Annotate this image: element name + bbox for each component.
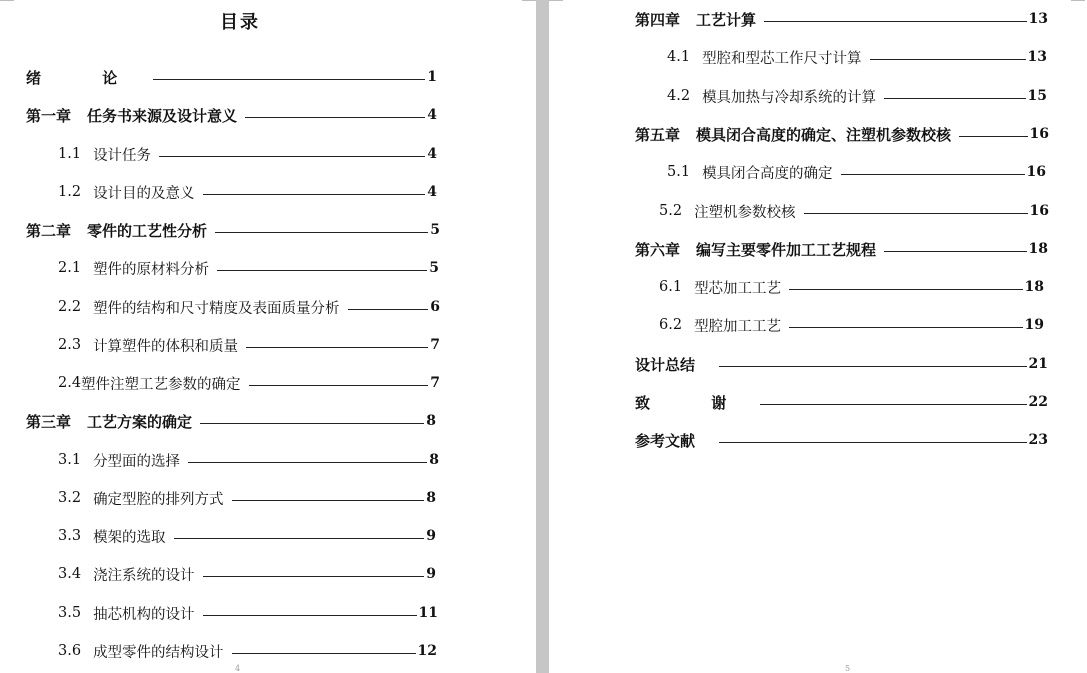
toc-entry-text: 设计总结 — [635, 355, 696, 374]
toc-leader — [246, 347, 428, 348]
toc-entry-4-1[interactable] — [667, 46, 1047, 68]
page-gutter — [536, 0, 549, 673]
toc-page-number: 4 — [427, 107, 437, 123]
toc-page-number: 22 — [1028, 394, 1048, 410]
toc-page-number: 8 — [426, 413, 436, 429]
toc-entry-3-1[interactable] — [58, 449, 439, 471]
toc-page-number: 4 — [427, 184, 437, 200]
toc-entry-2-1[interactable] — [58, 257, 439, 279]
toc-leader — [174, 538, 425, 539]
toc-entry-references[interactable] — [635, 429, 1048, 451]
toc-entry-text: 分型面的选择 — [93, 453, 181, 470]
page-corner-mark — [522, 0, 536, 1]
toc-entry-text: 抽芯机构的设计 — [93, 606, 195, 623]
toc-entry-6-2[interactable] — [659, 314, 1044, 336]
toc-entry-text: 参考文献 — [635, 431, 696, 450]
toc-entry-3-2[interactable] — [58, 487, 436, 509]
toc-entry-text: 工艺计算 — [696, 10, 757, 29]
toc-page-number: 15 — [1027, 88, 1047, 104]
toc-page-number: 23 — [1028, 432, 1048, 448]
page-corner-mark — [0, 0, 14, 1]
toc-entry-text: 模具加热与冷却系统的计算 — [702, 89, 877, 106]
toc-entry-3-4[interactable] — [58, 563, 436, 585]
toc-title: 目录 — [220, 12, 260, 33]
toc-page-number: 5 — [430, 222, 440, 238]
toc-leader — [245, 117, 425, 118]
toc-entry-text: 塑件的原材料分析 — [93, 261, 210, 278]
toc-entry-text: 工艺方案的确定 — [87, 412, 193, 431]
toc-entry-3-6[interactable] — [58, 640, 437, 662]
toc-page-number: 12 — [417, 643, 437, 659]
toc-entry-number: 6.1 — [659, 279, 683, 295]
toc-entry-text: 设计目的及意义 — [93, 185, 195, 202]
toc-entry-number: 1.2 — [58, 184, 82, 200]
toc-entry-number: 4.2 — [667, 88, 691, 104]
toc-page-number: 11 — [418, 605, 438, 621]
toc-leader — [200, 423, 424, 424]
toc-entry-number: 1.1 — [58, 146, 82, 162]
toc-page-number: 21 — [1028, 356, 1048, 372]
toc-page-number: 8 — [429, 452, 439, 468]
page-footer-number: 5 — [845, 664, 851, 673]
toc-page-number: 16 — [1029, 203, 1049, 219]
toc-leader — [789, 289, 1022, 290]
toc-leader — [348, 309, 429, 310]
toc-entry-chapter-4[interactable] — [635, 8, 1048, 30]
toc-entry-text: 模架的选取 — [93, 529, 166, 546]
toc-leader — [959, 136, 1027, 137]
toc-entry-number: 第四章 — [635, 10, 681, 29]
page-footer-number: 4 — [235, 664, 241, 673]
toc-leader — [884, 98, 1025, 99]
toc-page-number: 6 — [430, 299, 440, 315]
toc-entry-2-2[interactable] — [58, 296, 440, 318]
toc-entry-number: 3.2 — [58, 490, 82, 506]
toc-leader — [760, 404, 1026, 405]
toc-leader — [188, 462, 427, 463]
toc-entry-number: 第五章 — [635, 125, 681, 144]
toc-leader — [789, 327, 1022, 328]
toc-entry-text: 塑件的结构和尺寸精度及表面质量分析 — [93, 300, 340, 317]
toc-leader — [764, 21, 1026, 22]
toc-entry-number: 第一章 — [26, 106, 72, 125]
toc-entry-3-3[interactable] — [58, 525, 436, 547]
toc-leader — [841, 174, 1025, 175]
toc-entry-number: 2.3 — [58, 337, 82, 353]
toc-entry-number: 3.5 — [58, 605, 82, 621]
toc-entry-summary[interactable] — [635, 353, 1048, 375]
toc-entry-number: 2.4 — [58, 375, 82, 391]
toc-entry-2-4[interactable] — [58, 372, 440, 394]
toc-leader — [719, 366, 1027, 367]
toc-leader — [884, 251, 1026, 252]
toc-page-number: 16 — [1029, 126, 1049, 142]
toc-entry-number: 5.1 — [667, 164, 691, 180]
toc-page-number: 5 — [429, 260, 439, 276]
toc-entry-number: 第三章 — [26, 412, 72, 431]
toc-leader — [232, 653, 416, 654]
toc-entry-3-5[interactable] — [58, 602, 438, 624]
toc-entry-text: 模具闭合高度的确定 — [702, 165, 833, 182]
toc-entry-text: 计算塑件的体积和质量 — [93, 338, 239, 355]
toc-page-number: 8 — [426, 490, 436, 506]
toc-entry-chapter-2[interactable] — [26, 219, 440, 241]
toc-entry-text: 编写主要零件加工工艺规程 — [696, 240, 877, 259]
toc-entry-number: 第二章 — [26, 221, 72, 240]
toc-page-number: 13 — [1027, 49, 1047, 65]
toc-entry-text: 致 谢 — [635, 393, 755, 412]
toc-entry-text: 设计任务 — [93, 147, 152, 164]
toc-page-number: 19 — [1024, 317, 1044, 333]
toc-entry-5-1[interactable] — [667, 161, 1046, 183]
toc-page-number: 4 — [427, 146, 437, 162]
toc-entry-1-1[interactable] — [58, 143, 437, 165]
toc-entry-acknowledgement[interactable] — [635, 391, 1048, 413]
toc-entry-4-2[interactable] — [667, 85, 1047, 107]
toc-entry-text: 型腔和型芯工作尺寸计算 — [702, 50, 862, 67]
toc-entry-number: 2.2 — [58, 299, 82, 315]
toc-page-number: 18 — [1024, 279, 1044, 295]
toc-entry-chapter-5[interactable] — [635, 123, 1049, 145]
toc-entry-text: 型芯加工工艺 — [694, 280, 782, 297]
document-page-left — [0, 0, 536, 673]
toc-entry-text: 确定型腔的排列方式 — [93, 491, 224, 508]
toc-entry-number: 3.6 — [58, 643, 82, 659]
toc-leader — [217, 270, 427, 271]
toc-entry-text: 模具闭合高度的确定、注塑机参数校核 — [696, 125, 952, 144]
toc-entry-number: 3.1 — [58, 452, 82, 468]
toc-page-number: 7 — [430, 337, 440, 353]
toc-entry-text: 浇注系统的设计 — [93, 567, 195, 584]
toc-entry-number: 5.2 — [659, 203, 683, 219]
toc-entry-text: 零件的工艺性分析 — [87, 221, 208, 240]
toc-entry-text: 塑件注塑工艺参数的确定 — [81, 376, 241, 393]
toc-leader — [215, 232, 428, 233]
toc-leader — [870, 59, 1026, 60]
toc-page-number: 9 — [426, 566, 436, 582]
toc-leader — [203, 194, 426, 195]
toc-leader — [232, 500, 425, 501]
toc-leader — [804, 213, 1028, 214]
toc-page-number: 9 — [426, 528, 436, 544]
document-page-right — [549, 0, 1087, 673]
toc-entry-text: 型腔加工工艺 — [694, 318, 782, 335]
toc-entry-2-3[interactable] — [58, 334, 440, 356]
page-corner-mark — [1071, 0, 1085, 1]
toc-entry-number: 6.2 — [659, 317, 683, 333]
toc-leader — [203, 576, 425, 577]
toc-entry-intro[interactable] — [26, 66, 437, 88]
toc-leader — [159, 156, 425, 157]
toc-page-number: 7 — [430, 375, 440, 391]
toc-entry-text: 成型零件的结构设计 — [93, 644, 224, 661]
toc-page-number: 18 — [1028, 241, 1048, 257]
toc-entry-5-2[interactable] — [659, 200, 1049, 222]
toc-leader — [249, 385, 429, 386]
toc-entry-text: 任务书来源及设计意义 — [87, 106, 238, 125]
toc-entry-6-1[interactable] — [659, 276, 1044, 298]
toc-entry-number: 第六章 — [635, 240, 681, 259]
toc-entry-text: 绪 论 — [26, 68, 146, 87]
toc-entry-number: 3.3 — [58, 528, 82, 544]
toc-entry-number: 4.1 — [667, 49, 691, 65]
toc-leader — [153, 79, 425, 80]
toc-entry-number: 3.4 — [58, 566, 82, 582]
toc-page-number: 16 — [1026, 164, 1046, 180]
toc-entry-text: 注塑机参数校核 — [694, 204, 796, 221]
toc-page-number: 1 — [427, 69, 437, 85]
toc-entry-chapter-3[interactable] — [26, 410, 436, 432]
toc-page-number: 13 — [1028, 11, 1048, 27]
toc-entry-chapter-1[interactable] — [26, 104, 437, 126]
page-corner-mark — [549, 0, 563, 1]
toc-leader — [719, 442, 1027, 443]
toc-entry-number: 2.1 — [58, 260, 82, 276]
toc-leader — [203, 615, 417, 616]
toc-entry-chapter-6[interactable] — [635, 238, 1048, 260]
toc-entry-1-2[interactable] — [58, 181, 437, 203]
